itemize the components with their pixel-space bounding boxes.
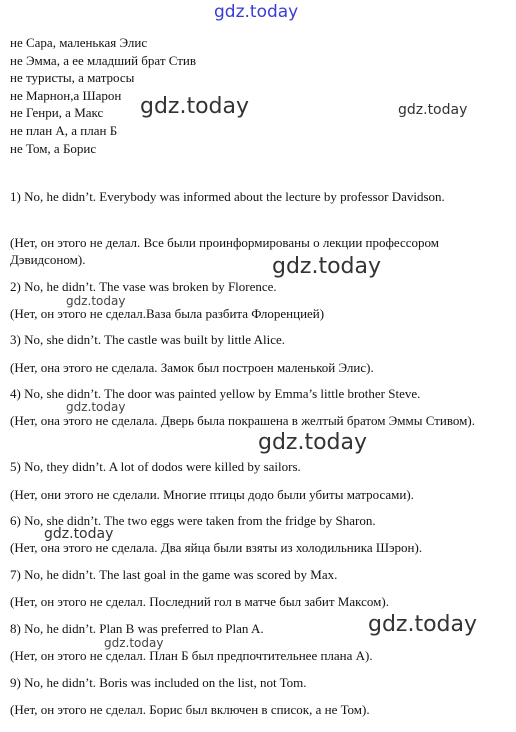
answer-en-1: 1) No, he didn’t. Everybody was informed about the lecture by professor Davidson. <box>10 189 445 204</box>
list-item: не план А, а план Б <box>10 122 118 138</box>
list-item: не Том, а Борис <box>10 140 97 156</box>
list-item: не Эмма, а ее младший брат Стив <box>10 52 197 68</box>
watermark: gdz.today <box>368 612 478 637</box>
answer-ru-3: (Нет, она этого не сделала. Замок был построен маленькой Элис). <box>10 360 374 375</box>
answer-ru-7: (Нет, он этого не сделал. Последний гол в матче был забит Максом). <box>10 594 389 609</box>
watermark: gdz.today <box>140 94 250 119</box>
answer-en-2: 2) No, he didn’t. The vase was broken by Florence. <box>10 279 277 294</box>
answer-ru-2: (Нет, он этого не сделал.Ваза была разбита Флоренцией) <box>10 306 325 321</box>
watermark: gdz.today <box>66 294 126 308</box>
answer-en-9: 9) No, he didn’t. Boris was included on the list, not Tom. <box>10 675 307 690</box>
watermark: gdz.today <box>66 400 126 414</box>
answer-ru-4: (Нет, она этого не сделала. Дверь была покрашена в желтый братом Эммы Стивом). <box>10 413 475 428</box>
list-item: не Марнон,а Шарон <box>10 87 122 103</box>
answer-en-8: 8) No, he didn’t. Plan B was preferred to Plan A. <box>10 621 264 636</box>
answer-ru-9: (Нет, он этого не сделал. Борис был включен в список, а не Том). <box>10 702 370 717</box>
watermark: gdz.today <box>104 636 164 650</box>
list-item: не туристы, а матросы <box>10 70 135 86</box>
watermark: gdz.today <box>398 102 468 118</box>
answer-en-4: 4) No, she didn’t. The door was painted yellow by Emma’s little brother Steve. <box>10 386 421 401</box>
watermark-top: gdz.today <box>214 2 299 22</box>
answer-en-6: 6) No, she didn’t. The two eggs were taken from the fridge by Sharon. <box>10 513 376 528</box>
answer-en-7: 7) No, he didn’t. The last goal in the game was scored by Max. <box>10 567 338 582</box>
answer-en-5: 5) No, they didn’t. A lot of dodos were killed by sailors. <box>10 459 301 474</box>
answer-ru-1: (Нет, он этого не делал. Все были проинформированы о лекции профессором Дэвидсоном). <box>10 235 440 267</box>
answer-ru-8: (Нет, он этого не сделал. План Б был предпочтительнее плана А). <box>10 648 373 663</box>
list-item: не Сара, маленькая Элис <box>10 35 148 50</box>
watermark: gdz.today <box>258 430 368 455</box>
list-item: не Генри, а Макс <box>10 105 104 121</box>
answer-ru-6: (Нет, она этого не сделала. Два яйца были взяты из холодильника Шэрон). <box>10 540 423 555</box>
answer-ru-5: (Нет, они этого не сделали. Многие птицы додо были убиты матросами). <box>10 487 414 502</box>
watermark: gdz.today <box>44 526 114 542</box>
answer-en-3: 3) No, she didn’t. The castle was built by little Alice. <box>10 332 285 347</box>
watermark: gdz.today <box>272 254 382 279</box>
